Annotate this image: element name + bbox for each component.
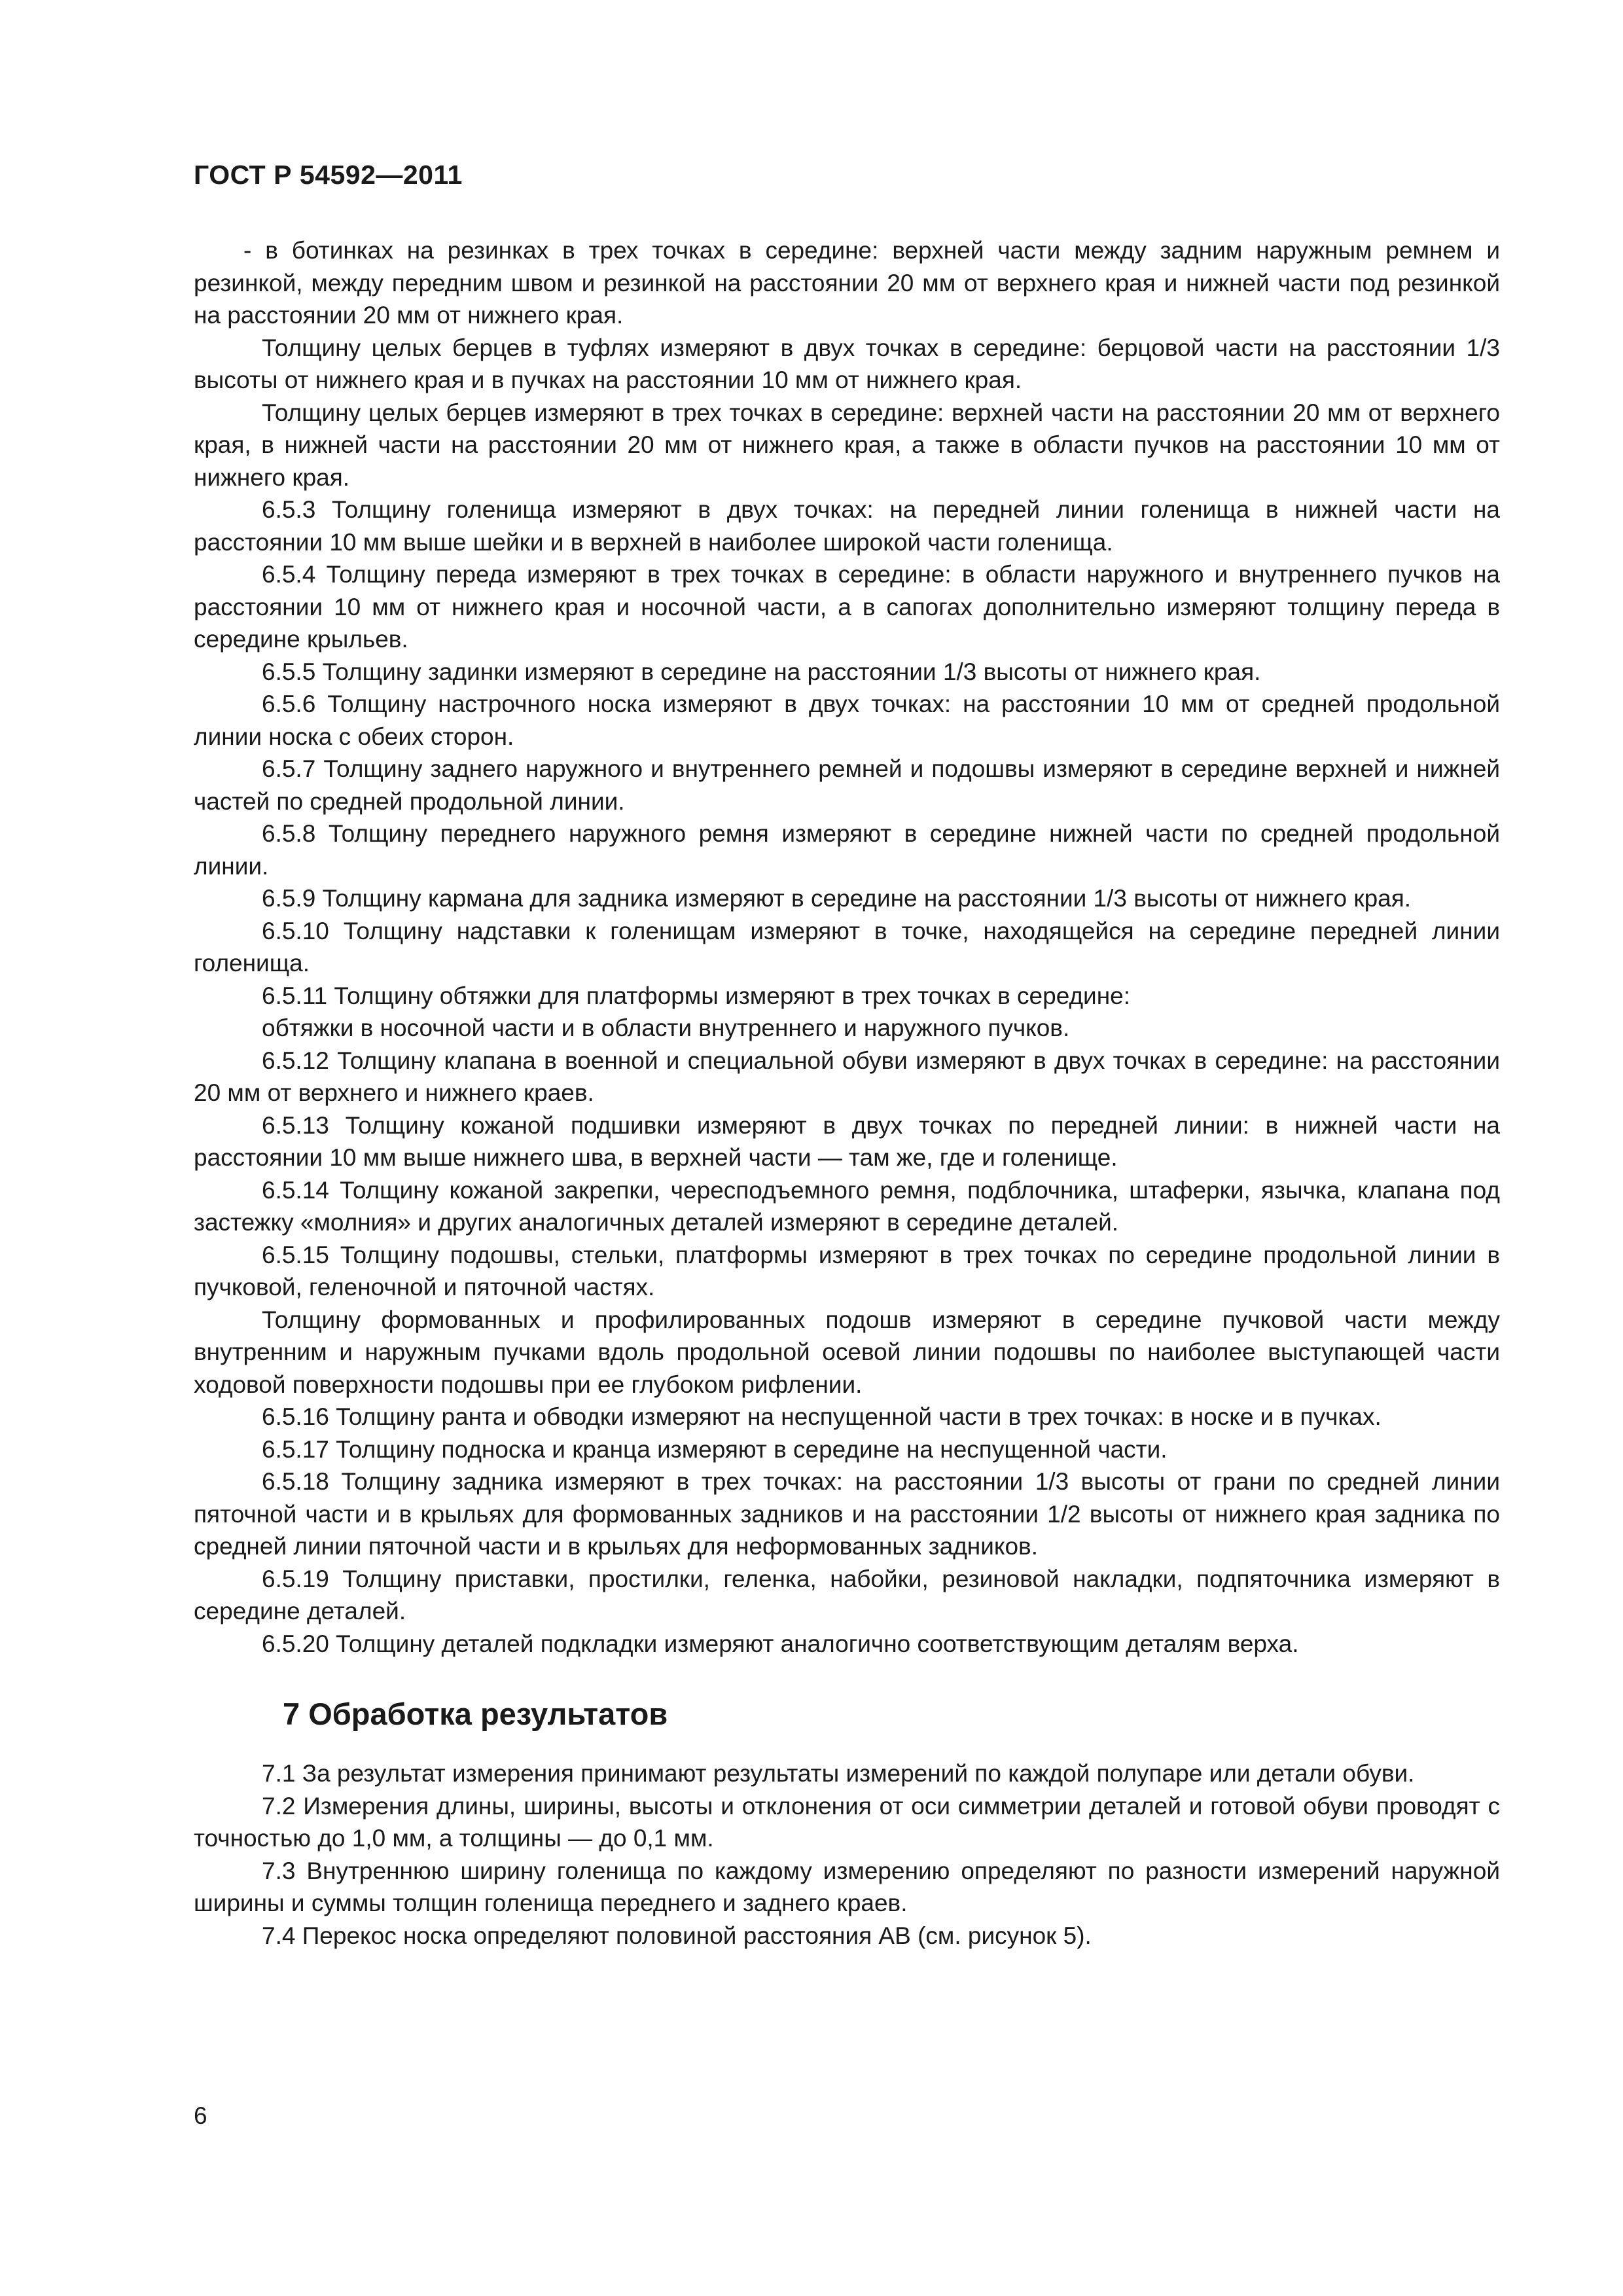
paragraph-6-5-8: 6.5.8 Толщину переднего наружного ремня измеряют в середине нижней части по средней продольной линии. <box>194 820 1500 880</box>
paragraph-6-5-15: 6.5.15 Толщину подошвы, стельки, платформы измеряют в трех точках по середине продольной линии в пучковой, геленочной и пяточной частях. <box>194 1241 1500 1300</box>
standard-code-header: ГОСТ Р 54592—2011 <box>194 160 463 190</box>
paragraph-7-1: 7.1 За результат измерения принимают результаты измерений по каждой полупаре или детали обуви. <box>262 1760 1415 1787</box>
paragraph: Толщину целых берцев в туфлях измеряют в двух точках в середине: берцовой части на расстоянии 1/3 высоты от нижнего края и в пучках на расстоянии 10 мм от нижнего края. <box>194 334 1500 393</box>
paragraph-6-5-5: 6.5.5 Толщину задинки измеряют в середине на расстоянии 1/3 высоты от нижнего края. <box>262 658 1261 685</box>
paragraph-6-5-9: 6.5.9 Толщину кармана для задника измеряют в середине на расстоянии 1/3 высоты от нижнего края. <box>262 885 1412 912</box>
paragraph: Толщину целых берцев измеряют в трех точках в середине: верхней части на расстоянии 20 мм от верхнего края, в нижней части на расстоянии 20 мм от нижнего края, а также в области пучков на расстоянии 10 мм от нижнего края. <box>194 399 1500 491</box>
paragraph-6-5-13: 6.5.13 Толщину кожаной подшивки измеряют в двух точках по передней линии: в нижней части на расстоянии 10 мм выше нижнего шва, в верхней части — там же, где и голенище. <box>194 1111 1500 1171</box>
document-body <box>194 234 1500 1952</box>
paragraph-6-5-16: 6.5.16 Толщину ранта и обводки измеряют на неспущенной части в трех точках: в носке и в пучках. <box>262 1403 1382 1430</box>
paragraph-6-5-7: 6.5.7 Толщину заднего наружного и внутреннего ремней и подошвы измеряют в середине верхней и нижней частей по средней продольной линии. <box>194 755 1500 815</box>
paragraph-6-5-4: 6.5.4 Толщину переда измеряют в трех точках в середине: в области наружного и внутреннего пучков на расстоянии 10 мм от нижнего края и носочной части, а в сапогах дополнительно измеряют толщину переда в середине крыльев. <box>194 561 1500 653</box>
paragraph-6-5-6: 6.5.6 Толщину настрочного носка измеряют в двух точках: на расстоянии 10 мм от средней продольной линии носка с обеих сторон. <box>194 691 1500 750</box>
section-title: 7 Обработка результатов <box>283 1696 668 1731</box>
page-number: 6 <box>194 2102 207 2129</box>
paragraph-6-5-19: 6.5.19 Толщину приставки, простилки, геленка, набойки, резиновой накладки, подпяточника измеряют в середине деталей. <box>194 1565 1500 1624</box>
paragraph-6-5-10: 6.5.10 Толщину надставки к голенищам измеряют в точке, находящейся на середине передней линии голенища. <box>194 917 1500 977</box>
paragraph: обтяжки в носочной части и в области внутреннего и наружного пучков. <box>262 1014 1070 1041</box>
paragraph: - в ботинках на резинках в трех точках в середине: верхней части между задним наружным ремнем и резинкой, между передним швом и резинкой на расстоянии 20 мм от верхнего края и нижней части под резинкой на расстоянии 20 мм от нижнего края. <box>194 237 1500 329</box>
paragraph-6-5-3: 6.5.3 Толщину голенища измеряют в двух точках: на передней линии голенища в нижней части на расстоянии 10 мм выше шейки и в верхней в наиболее широкой части голенища. <box>194 496 1500 556</box>
paragraph: Толщину формованных и профилированных подошв измеряют в середине пучковой части между внутренним и наружным пучками вдоль продольной осевой линии подошвы по наиболее выступающей части ходовой поверхности подошвы при ее глубоком рифлении. <box>194 1306 1500 1398</box>
paragraph-6-5-18: 6.5.18 Толщину задника измеряют в трех точках: на расстоянии 1/3 высоты от грани по средней линии пяточной части и в крыльях для формованных задников и на расстоянии 1/2 высоты от нижнего края задника по средней линии пяточной части и в крыльях для неформованных задников. <box>194 1468 1500 1560</box>
paragraph-7-4: 7.4 Перекос носка определяют половиной расстояния АВ (см. рисунок 5). <box>262 1922 1092 1949</box>
paragraph-6-5-14: 6.5.14 Толщину кожаной закрепки, чересподъемного ремня, подблочника, штаферки, язычка, клапана под застежку «молния» и других аналогичных деталей измеряют в середине деталей. <box>194 1176 1500 1236</box>
paragraph-7-3: 7.3 Внутреннюю ширину голенища по каждому измерению определяют по разности измерений наружной ширины и суммы толщин голенища переднего и заднего краев. <box>194 1857 1500 1916</box>
paragraph-6-5-20: 6.5.20 Толщину деталей подкладки измеряют аналогично соответствующим деталям верха. <box>262 1630 1299 1657</box>
paragraph-6-5-12: 6.5.12 Толщину клапана в военной и специальной обуви измеряют в двух точках в середине: на расстоянии 20 мм от верхнего и нижнего краев. <box>194 1047 1500 1106</box>
paragraph-6-5-17: 6.5.17 Толщину подноска и кранца измеряют в середине на неспущенной части. <box>262 1435 1168 1463</box>
paragraph-7-2: 7.2 Измерения длины, ширины, высоты и отклонения от оси симметрии деталей и готовой обуви проводят с точностью до 1,0 мм, а толщины — до 0,1 мм. <box>194 1792 1500 1852</box>
paragraph-6-5-11: 6.5.11 Толщину обтяжки для платформы измеряют в трех точках в середине: <box>262 982 1131 1009</box>
